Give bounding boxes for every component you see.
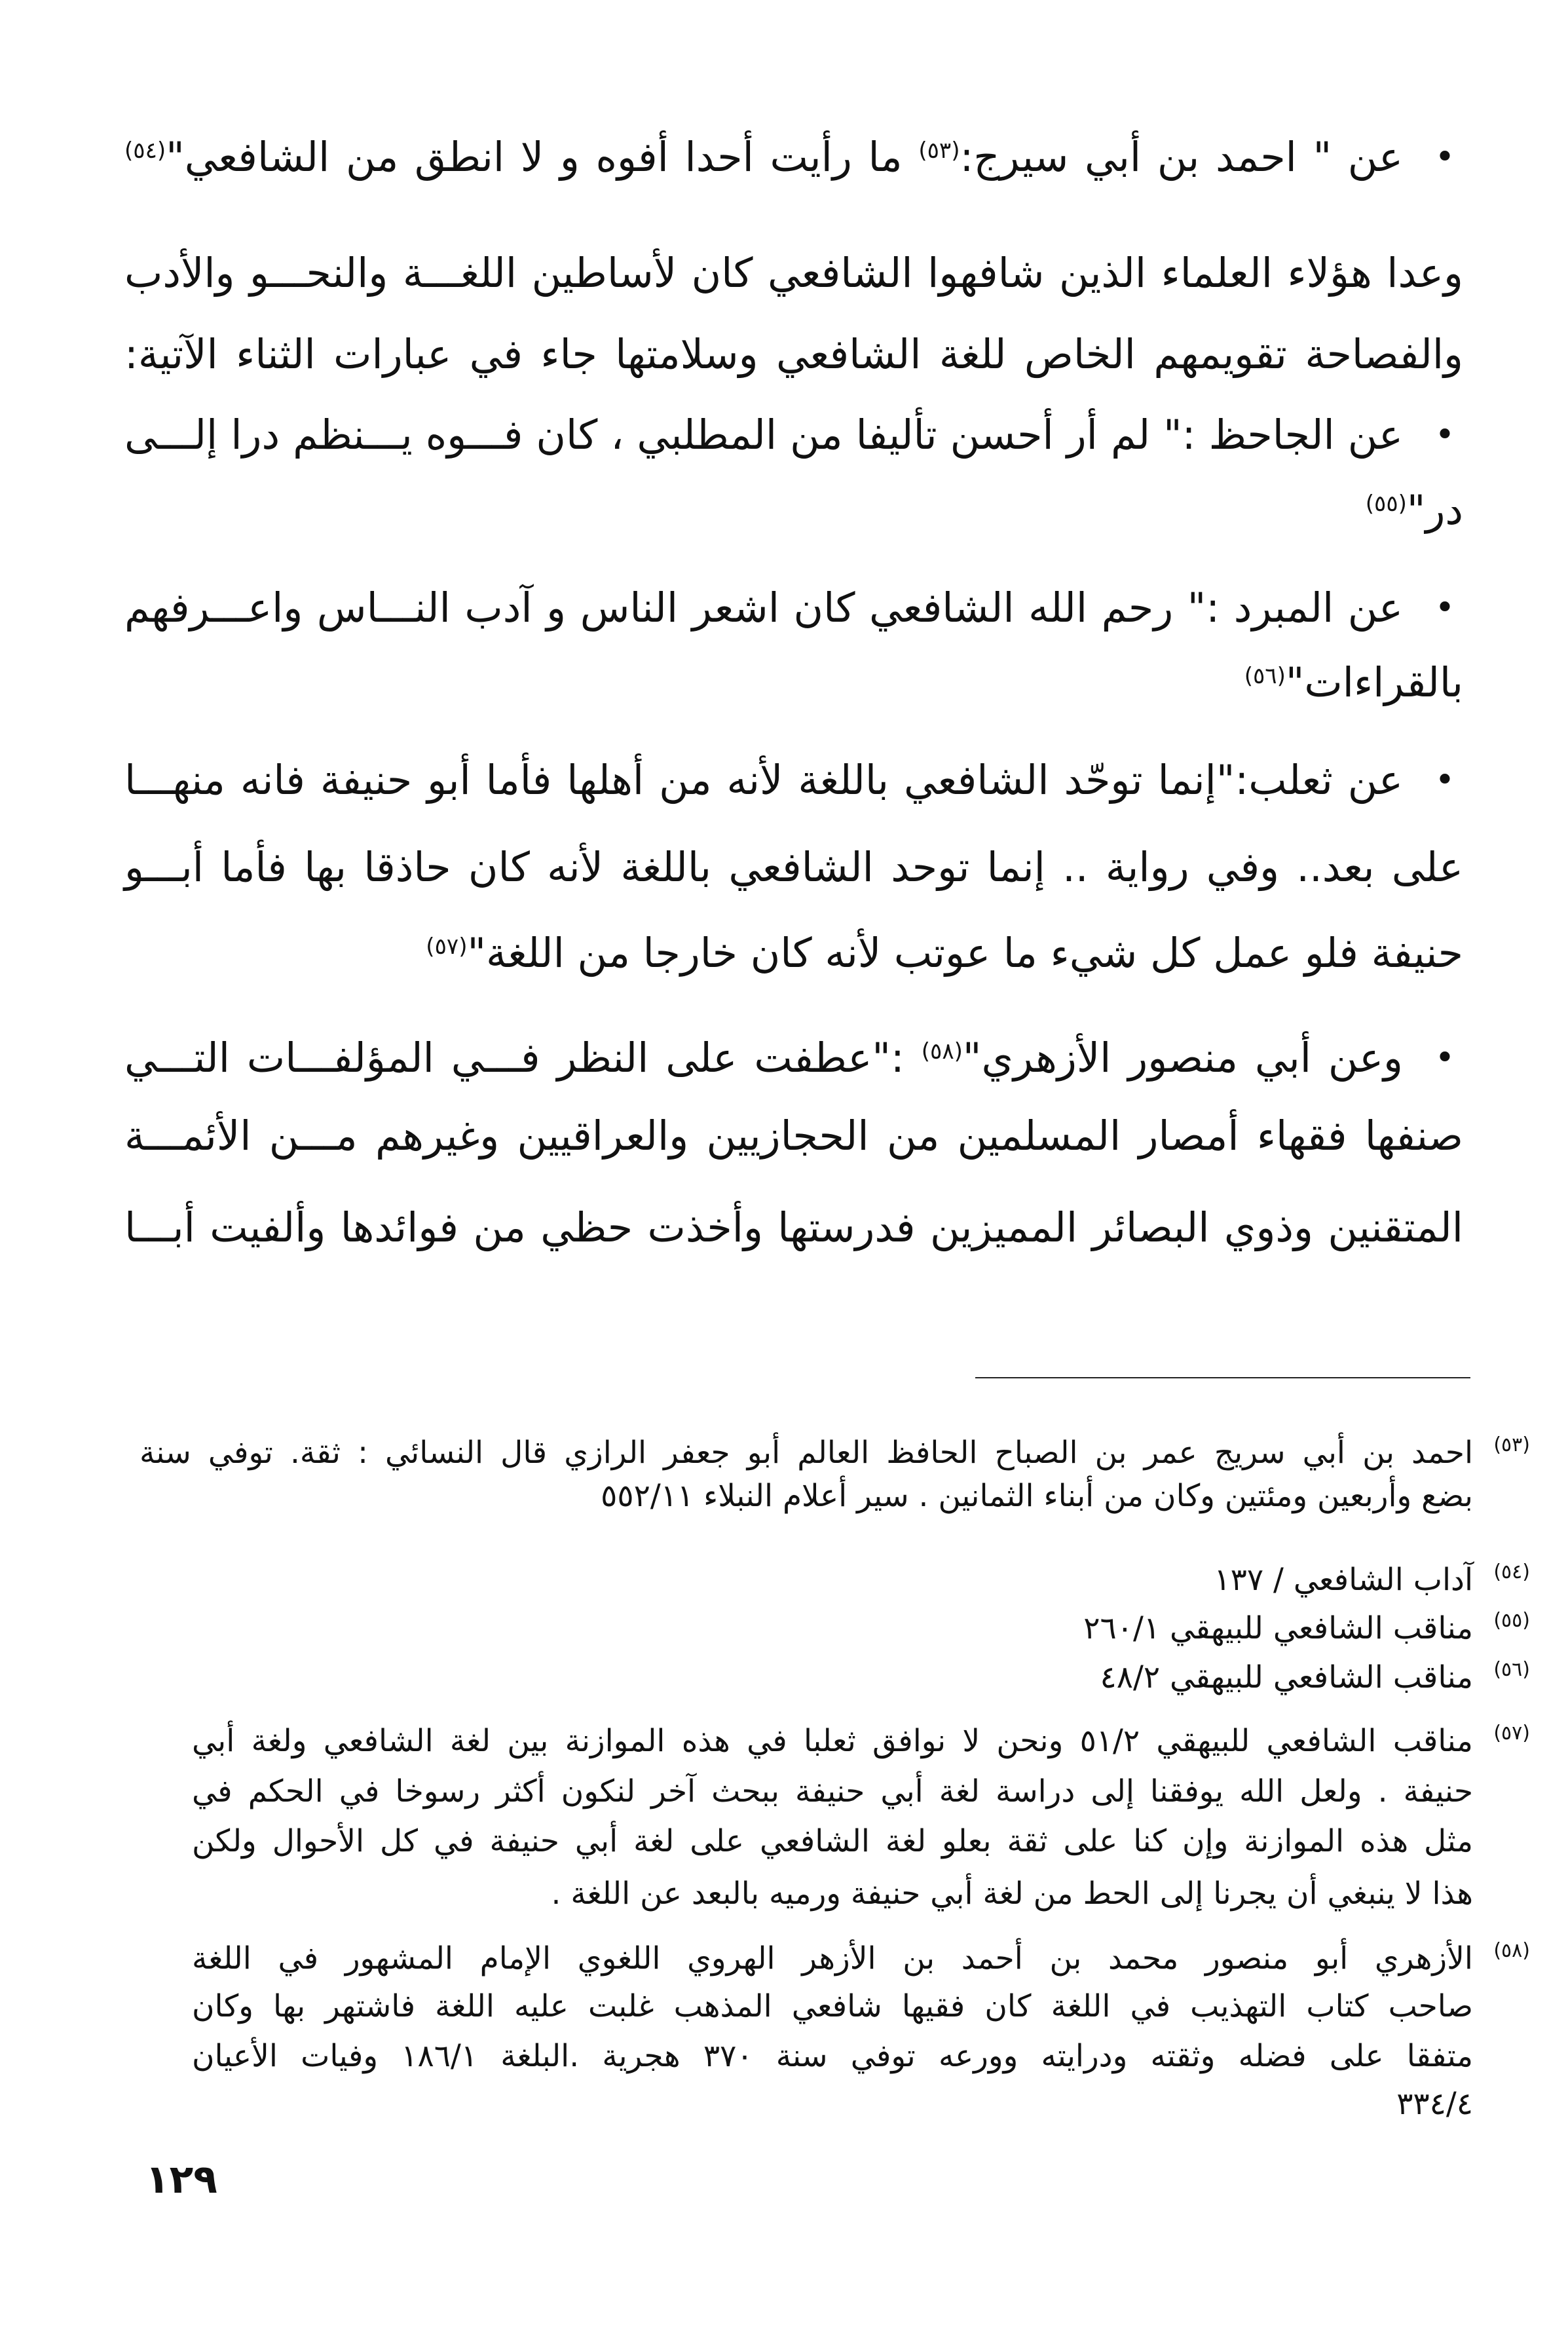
body-line xyxy=(124,1195,1463,1260)
body-line xyxy=(124,920,1463,986)
body-line xyxy=(124,1103,1463,1169)
footnote-ref: (٥٣) xyxy=(918,137,960,164)
bullet-icon: • xyxy=(1434,588,1455,628)
body-line xyxy=(124,322,1463,387)
body-line xyxy=(124,240,1463,306)
body-text: وعن أبي منصور الأزهري" xyxy=(962,1034,1404,1082)
footnote-line: مناقب الشافعي للبيهقي ٤٨/٢ xyxy=(1100,1659,1473,1695)
footnote-ref: (٥٥) xyxy=(1365,490,1407,517)
footnote-line: احمد بن أبي سريج عمر بن الصباح الحافظ العالم أبو جعفر الرازي قال النسائي : ثقة. توفي سنة xyxy=(140,1435,1473,1471)
footnote-number: (٥٣) xyxy=(1493,1433,1530,1456)
body-text: عن " احمد بن أبي سيرج: xyxy=(960,133,1403,181)
footnote-line: هذا لا ينبغي أن يجرنا إلى الحط من لغة أبي حنيفة ورميه بالبعد عن اللغة . xyxy=(551,1876,1473,1912)
body-line xyxy=(124,1025,1403,1091)
body-line xyxy=(124,124,1403,190)
footnote-line: مناقب الشافعي للبيهقي ٥١/٢ ونحن لا نوافق ثعلبا في هذه الموازنة بين لغة الشافعي ولغة أبي xyxy=(192,1723,1473,1759)
body-text: عن المبرد :" رحم الله الشافعي كان اشعر الناس و آدب النـــاس واعـــرفهم xyxy=(124,584,1403,632)
body-text: بالقراءات" xyxy=(1285,658,1463,706)
body-text: على بعد.. وفي رواية .. إنما توحد الشافعي باللغة لأنه كان حاذقا بها فأما أبـــو xyxy=(124,843,1463,891)
footnote-ref: (٥٨) xyxy=(921,1038,963,1065)
body-line xyxy=(124,835,1463,900)
body-line xyxy=(124,575,1403,641)
footnote-ref: (٥٦) xyxy=(1244,662,1286,689)
body-text: المتقنين وذوي البصائر المميزين فدرستها وأخذت حظي من فوائدها وألفيت أبـــا xyxy=(124,1203,1463,1251)
body-line xyxy=(124,650,1463,715)
footnote-number: (٥٧) xyxy=(1493,1722,1530,1745)
body-text: در" xyxy=(1406,486,1463,534)
footnote-line: آداب الشافعي / ١٣٧ xyxy=(1214,1562,1473,1598)
body-line xyxy=(124,402,1403,468)
body-text: حنيفة فلو عمل كل شيء ما عوتب لأنه كان خارجا من اللغة" xyxy=(467,929,1463,977)
bullet-icon: • xyxy=(1434,138,1455,177)
body-text: ما رأيت أحدا أفوه و لا انطق من الشافعي" xyxy=(166,133,919,181)
body-text: وعدا هؤلاء العلماء الذين شافهوا الشافعي كان لأساطين اللغـــة والنحـــو والأدب xyxy=(124,249,1463,297)
body-text: عن الجاحظ :" لم أر أحسن تأليفا من المطلبي ، كان فـــوه يـــنظم درا إلـــى xyxy=(124,411,1403,459)
footnote-separator xyxy=(975,1377,1470,1378)
footnote-line: مثل هذه الموازنة وإن كنا على ثقة بعلو لغة الشافعي على لغة أبي حنيفة في كل الأحوال ولكن xyxy=(192,1823,1473,1859)
footnote-number: (٥٥) xyxy=(1493,1609,1530,1632)
footnote-line: ٣٣٤/٤ xyxy=(1396,2086,1473,2122)
body-text: صنفها فقهاء أمصار المسلمين من الحجازيين والعراقيين وغيرهم مـــن الأئمـــة xyxy=(124,1112,1463,1160)
bullet-icon: • xyxy=(1434,415,1455,455)
body-text: عن ثعلب:"إنما توحّد الشافعي باللغة لأنه من أهلها فأما أبو حنيفة فانه منهـــا xyxy=(124,756,1403,804)
footnote-number: (٥٤) xyxy=(1493,1561,1530,1583)
body-text: :"عطفت على النظر فـــي المؤلفـــات التـــي xyxy=(124,1034,922,1082)
page-number: ١٢٩ xyxy=(145,2157,217,2203)
footnote-line: حنيفة . ولعل الله يوفقنا إلى دراسة لغة أبي حنيفة ببحث آخر لنكون أكثر رسوخا في الحكم في xyxy=(192,1773,1473,1809)
footnote-line: متفقا على فضله وثقته ودرايته وورعه توفي سنة ٣٧٠ هجرية .البلغة ١٨٦/١ وفيات الأعيان xyxy=(192,2038,1473,2074)
body-text: والفصاحة تقويمهم الخاص للغة الشافعي وسلامتها جاء في عبارات الثناء الآتية: xyxy=(124,330,1463,378)
footnote-ref: (٥٤) xyxy=(124,137,166,164)
body-line xyxy=(124,747,1403,813)
footnote-number: (٥٦) xyxy=(1493,1658,1530,1681)
footnote-number: (٥٨) xyxy=(1493,1939,1530,1962)
footnote-line: الأزهري أبو منصور محمد بن أحمد بن الأزهر الهروي اللغوي الإمام المشهور في اللغة xyxy=(192,1940,1473,1977)
footnote-line: مناقب الشافعي للبيهقي ٢٦٠/١ xyxy=(1083,1610,1473,1646)
bullet-icon: • xyxy=(1434,761,1455,800)
footnote-line: صاحب كتاب التهذيب في اللغة كان فقيها شافعي المذهب غلبت عليه اللغة فاشتهر بها وكان xyxy=(192,1988,1473,2024)
bullet-icon: • xyxy=(1434,1038,1455,1078)
footnote-ref: (٥٧) xyxy=(426,933,468,960)
footnote-line: بضع وأربعين ومئتين وكان من أبناء الثمانين . سير أعلام النبلاء ٥٥٢/١١ xyxy=(601,1478,1473,1514)
body-line xyxy=(124,478,1463,543)
